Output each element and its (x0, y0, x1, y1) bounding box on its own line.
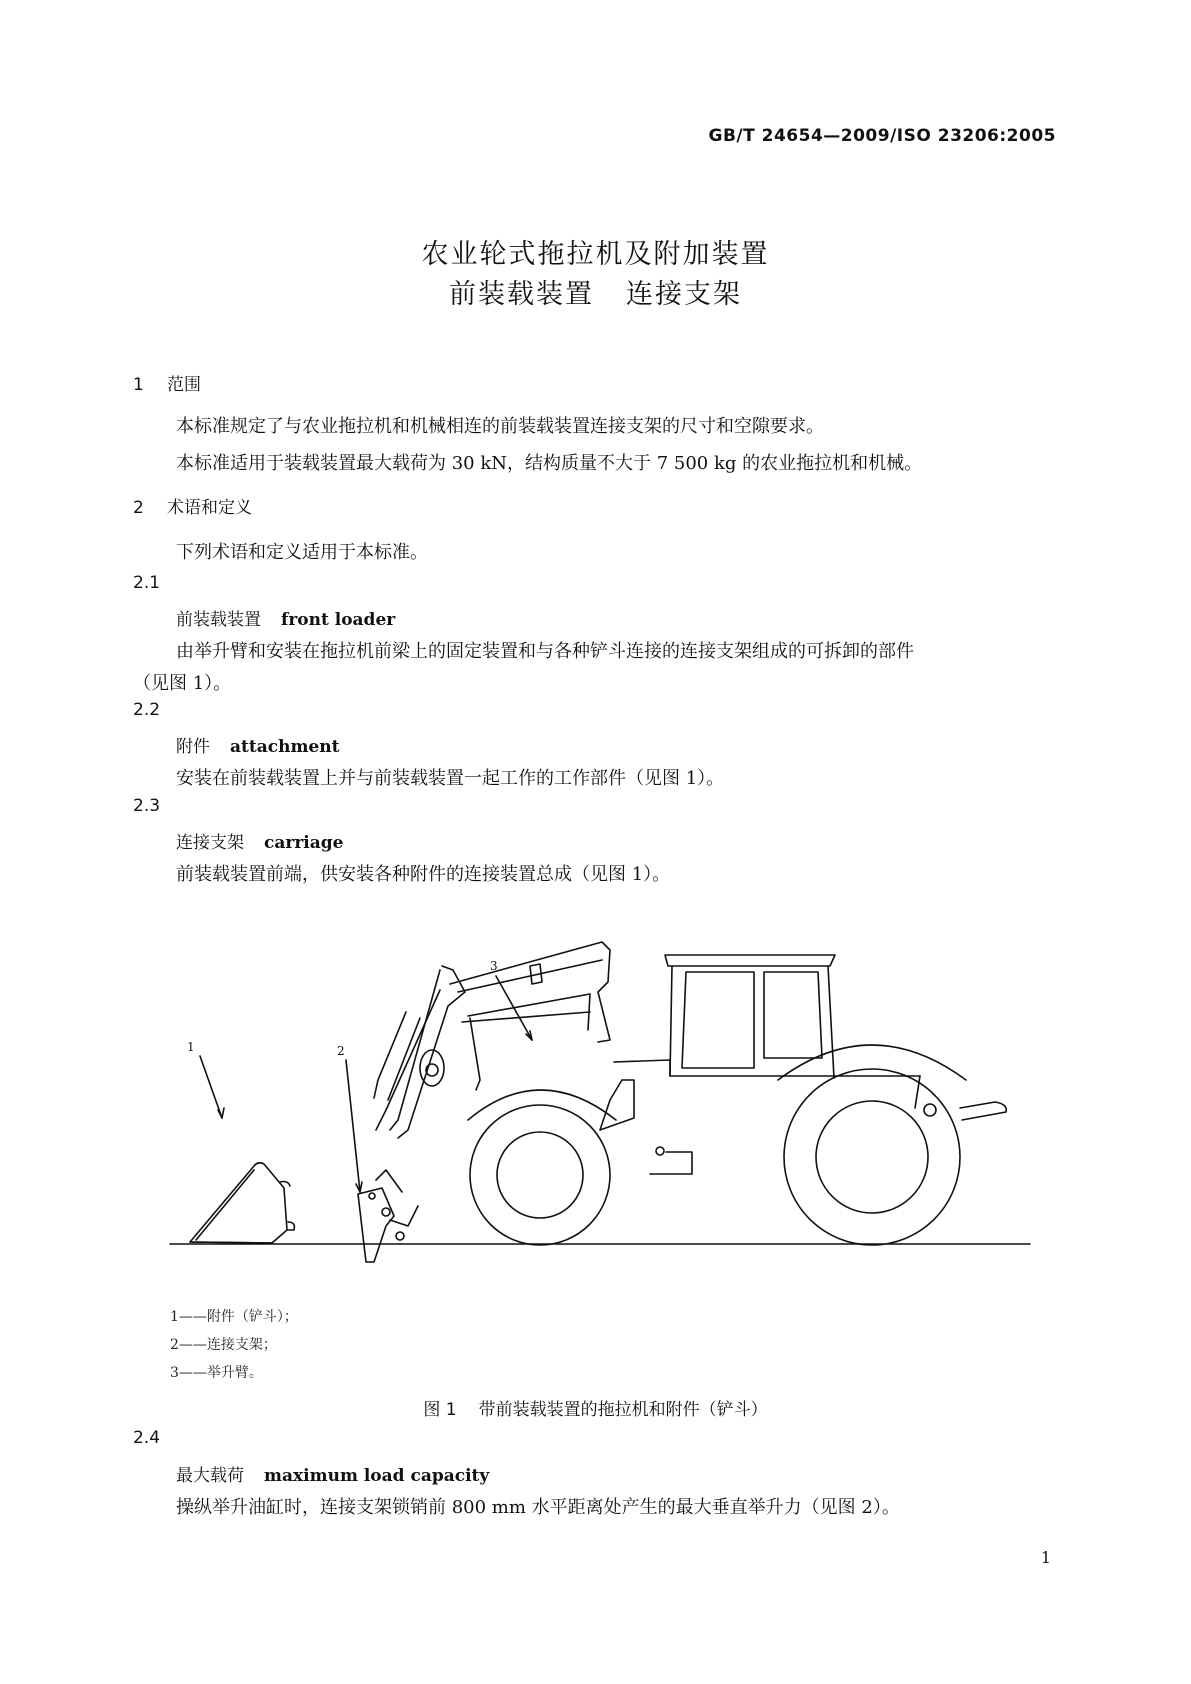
section-number: 2 (133, 498, 144, 518)
document-title-line1: 农业轮式拖拉机及附加装置 (421, 239, 770, 270)
section-title: 范围 (167, 375, 201, 395)
callout-label-1: 1 (187, 1040, 195, 1054)
term-zh: 最大载荷 (176, 1466, 244, 1486)
standard-number: GB/T 24654—2009/ISO 23206:2005 (708, 126, 1056, 146)
callout-leader-3 (496, 976, 532, 1040)
term-definition-cont: （见图 1）。 (133, 673, 232, 694)
figure-caption-text: 带前装载装置的拖拉机和附件（铲斗） (478, 1400, 768, 1420)
term-definition: 安装在前装载装置上并与前装载装置一起工作的工作部件（见图 1）。 (176, 768, 725, 789)
term-definition: 前装载装置前端，供安装各种附件的连接装置总成（见图 1）。 (176, 864, 671, 885)
carriage-drawing (358, 1170, 418, 1262)
title-part-carriage: 连接支架 (626, 279, 742, 310)
section-number: 1 (133, 375, 144, 395)
term-en: maximum load capacity (264, 1466, 490, 1486)
section-heading-scope (133, 370, 201, 395)
title-part-front-loader: 前装载装置 (449, 279, 594, 310)
term-heading (176, 605, 395, 630)
figure-legend-item: 3——举升臂。 (170, 1365, 263, 1381)
term-number: 2.2 (133, 700, 161, 720)
callout-leader-2 (346, 1060, 360, 1192)
term-heading (176, 828, 343, 853)
callout-leader-1 (200, 1056, 222, 1118)
paragraph: 本标准规定了与农业拖拉机和机械相连的前装载装置连接支架的尺寸和空隙要求。 (176, 416, 824, 437)
front-wheel-drawing (468, 1090, 616, 1245)
term-heading (176, 732, 339, 757)
term-zh: 前装载装置 (176, 610, 261, 630)
section-title: 术语和定义 (167, 498, 252, 518)
term-en: attachment (230, 737, 340, 757)
callout-label-2: 2 (337, 1044, 345, 1058)
page-number: 1 (1040, 1548, 1051, 1567)
document-title-line2 (0, 272, 1191, 311)
term-number: 2.4 (133, 1428, 161, 1448)
figure-caption (0, 1395, 1191, 1420)
rear-wheel-drawing (778, 1045, 966, 1245)
paragraph: 本标准适用于装载装置最大载荷为 30 kN，结构质量不大于 7 500 kg 的农业拖拉机和机械。 (176, 453, 923, 474)
term-definition: 操纵举升油缸时，连接支架锁销前 800 mm 水平距离处产生的最大垂直举升力（见图 2）。 (176, 1497, 900, 1518)
term-en: front loader (281, 610, 396, 630)
paragraph: 下列术语和定义适用于本标准。 (176, 542, 428, 563)
term-number: 2.3 (133, 796, 161, 816)
term-en: carriage (264, 833, 344, 853)
bucket-drawing (190, 1163, 294, 1243)
term-number: 2.1 (133, 573, 161, 593)
callout-label-3: 3 (490, 959, 498, 973)
figure-legend-item: 2——连接支架； (170, 1337, 277, 1353)
figure-caption-number: 图 1 (423, 1400, 457, 1420)
term-definition: 由举升臂和安装在拖拉机前梁上的固定装置和与各种铲斗连接的连接支架组成的可拆卸的部件 (176, 641, 914, 662)
term-zh: 连接支架 (176, 833, 244, 853)
term-zh: 附件 (176, 737, 210, 757)
tractor-front-loader-figure (150, 930, 1050, 1280)
figure-legend-item: 1——附件（铲斗）； (170, 1309, 298, 1325)
section-heading-terms (133, 493, 252, 518)
term-heading (176, 1461, 489, 1486)
